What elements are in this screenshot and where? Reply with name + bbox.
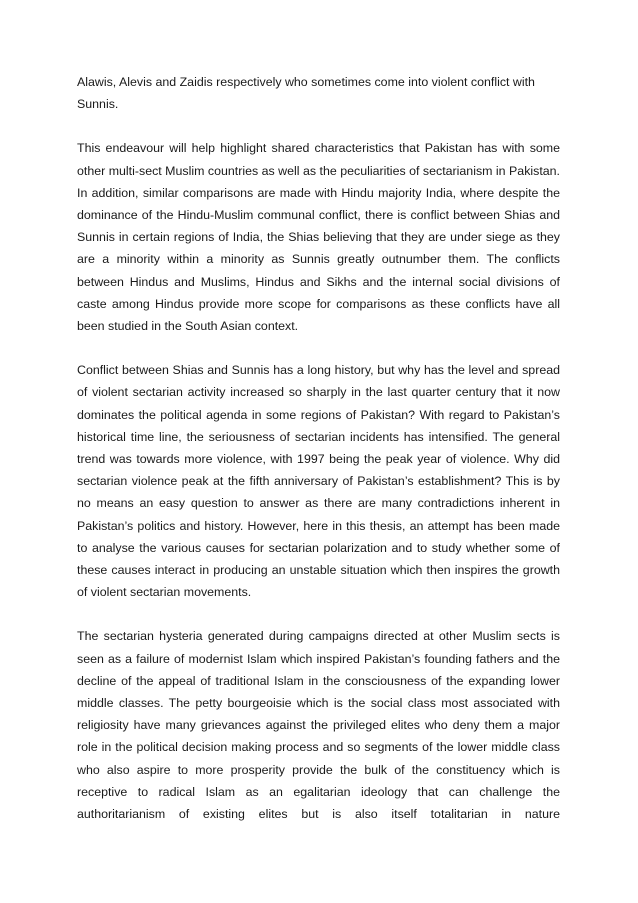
- document-page: [77, 71, 560, 847]
- paragraph-3: Conflict between Shias and Sunnis has a long history, but why has the level and spread of violent sectarian activity increased so sharply in the last quarter century that it now dominates the political agenda in some regions of Pakistan? With regard to Pakistan’s historical time line, the seriousness of sectarian incidents has intensified. The general trend was towards more violence, with 1997 being the peak year of violence. Why did sectarian violence peak at the fifth anniversary of Pakistan’s establishment? This is by no means an easy question to answer as there are many contradictions inherent in Pakistan’s politics and history. However, here in this thesis, an attempt has been made to analyse the various causes for sectarian polarization and to study whether some of these causes interact in producing an unstable situation which then inspires the growth of violent sectarian movements.: [77, 363, 560, 600]
- paragraph-4: The sectarian hysteria generated during campaigns directed at other Muslim sects is seen as a failure of modernist Islam which inspired Pakistan’s founding fathers and the decline of the appeal of traditional Islam in the consciousness of the expanding lower middle classes. The petty bourgeoisie which is the social class most associated with religiosity have many grievances against the privileged elites who deny them a major role in the political decision making process and so segments of the lower middle class who also aspire to more prosperity provide the bulk of the constituency which is receptive to radical Islam as an egalitarian ideology that can challenge the authoritarianism of existing elites but is also itself totalitarian in nature: [77, 629, 560, 822]
- paragraph-2: This endeavour will help highlight shared characteristics that Pakistan has with some other multi-sect Muslim countries as well as the peculiarities of sectarianism in Pakistan. In addition, similar comparisons are made with Hindu majority India, where despite the dominance of the Hindu-Muslim communal conflict, there is conflict between Shias and Sunnis in certain regions of India, the Shias believing that they are under siege as they are a minority within a minority as Sunnis greatly outnumber them. The conflicts between Hindus and Muslims, Hindus and Sikhs and the internal social divisions of caste among Hindus provide more scope for comparisons as these conflicts have all been studied in the South Asian context.: [77, 141, 560, 334]
- paragraph-1: Alawis, Alevis and Zaidis respectively who sometimes come into violent conflict with Sunnis.: [77, 75, 535, 112]
